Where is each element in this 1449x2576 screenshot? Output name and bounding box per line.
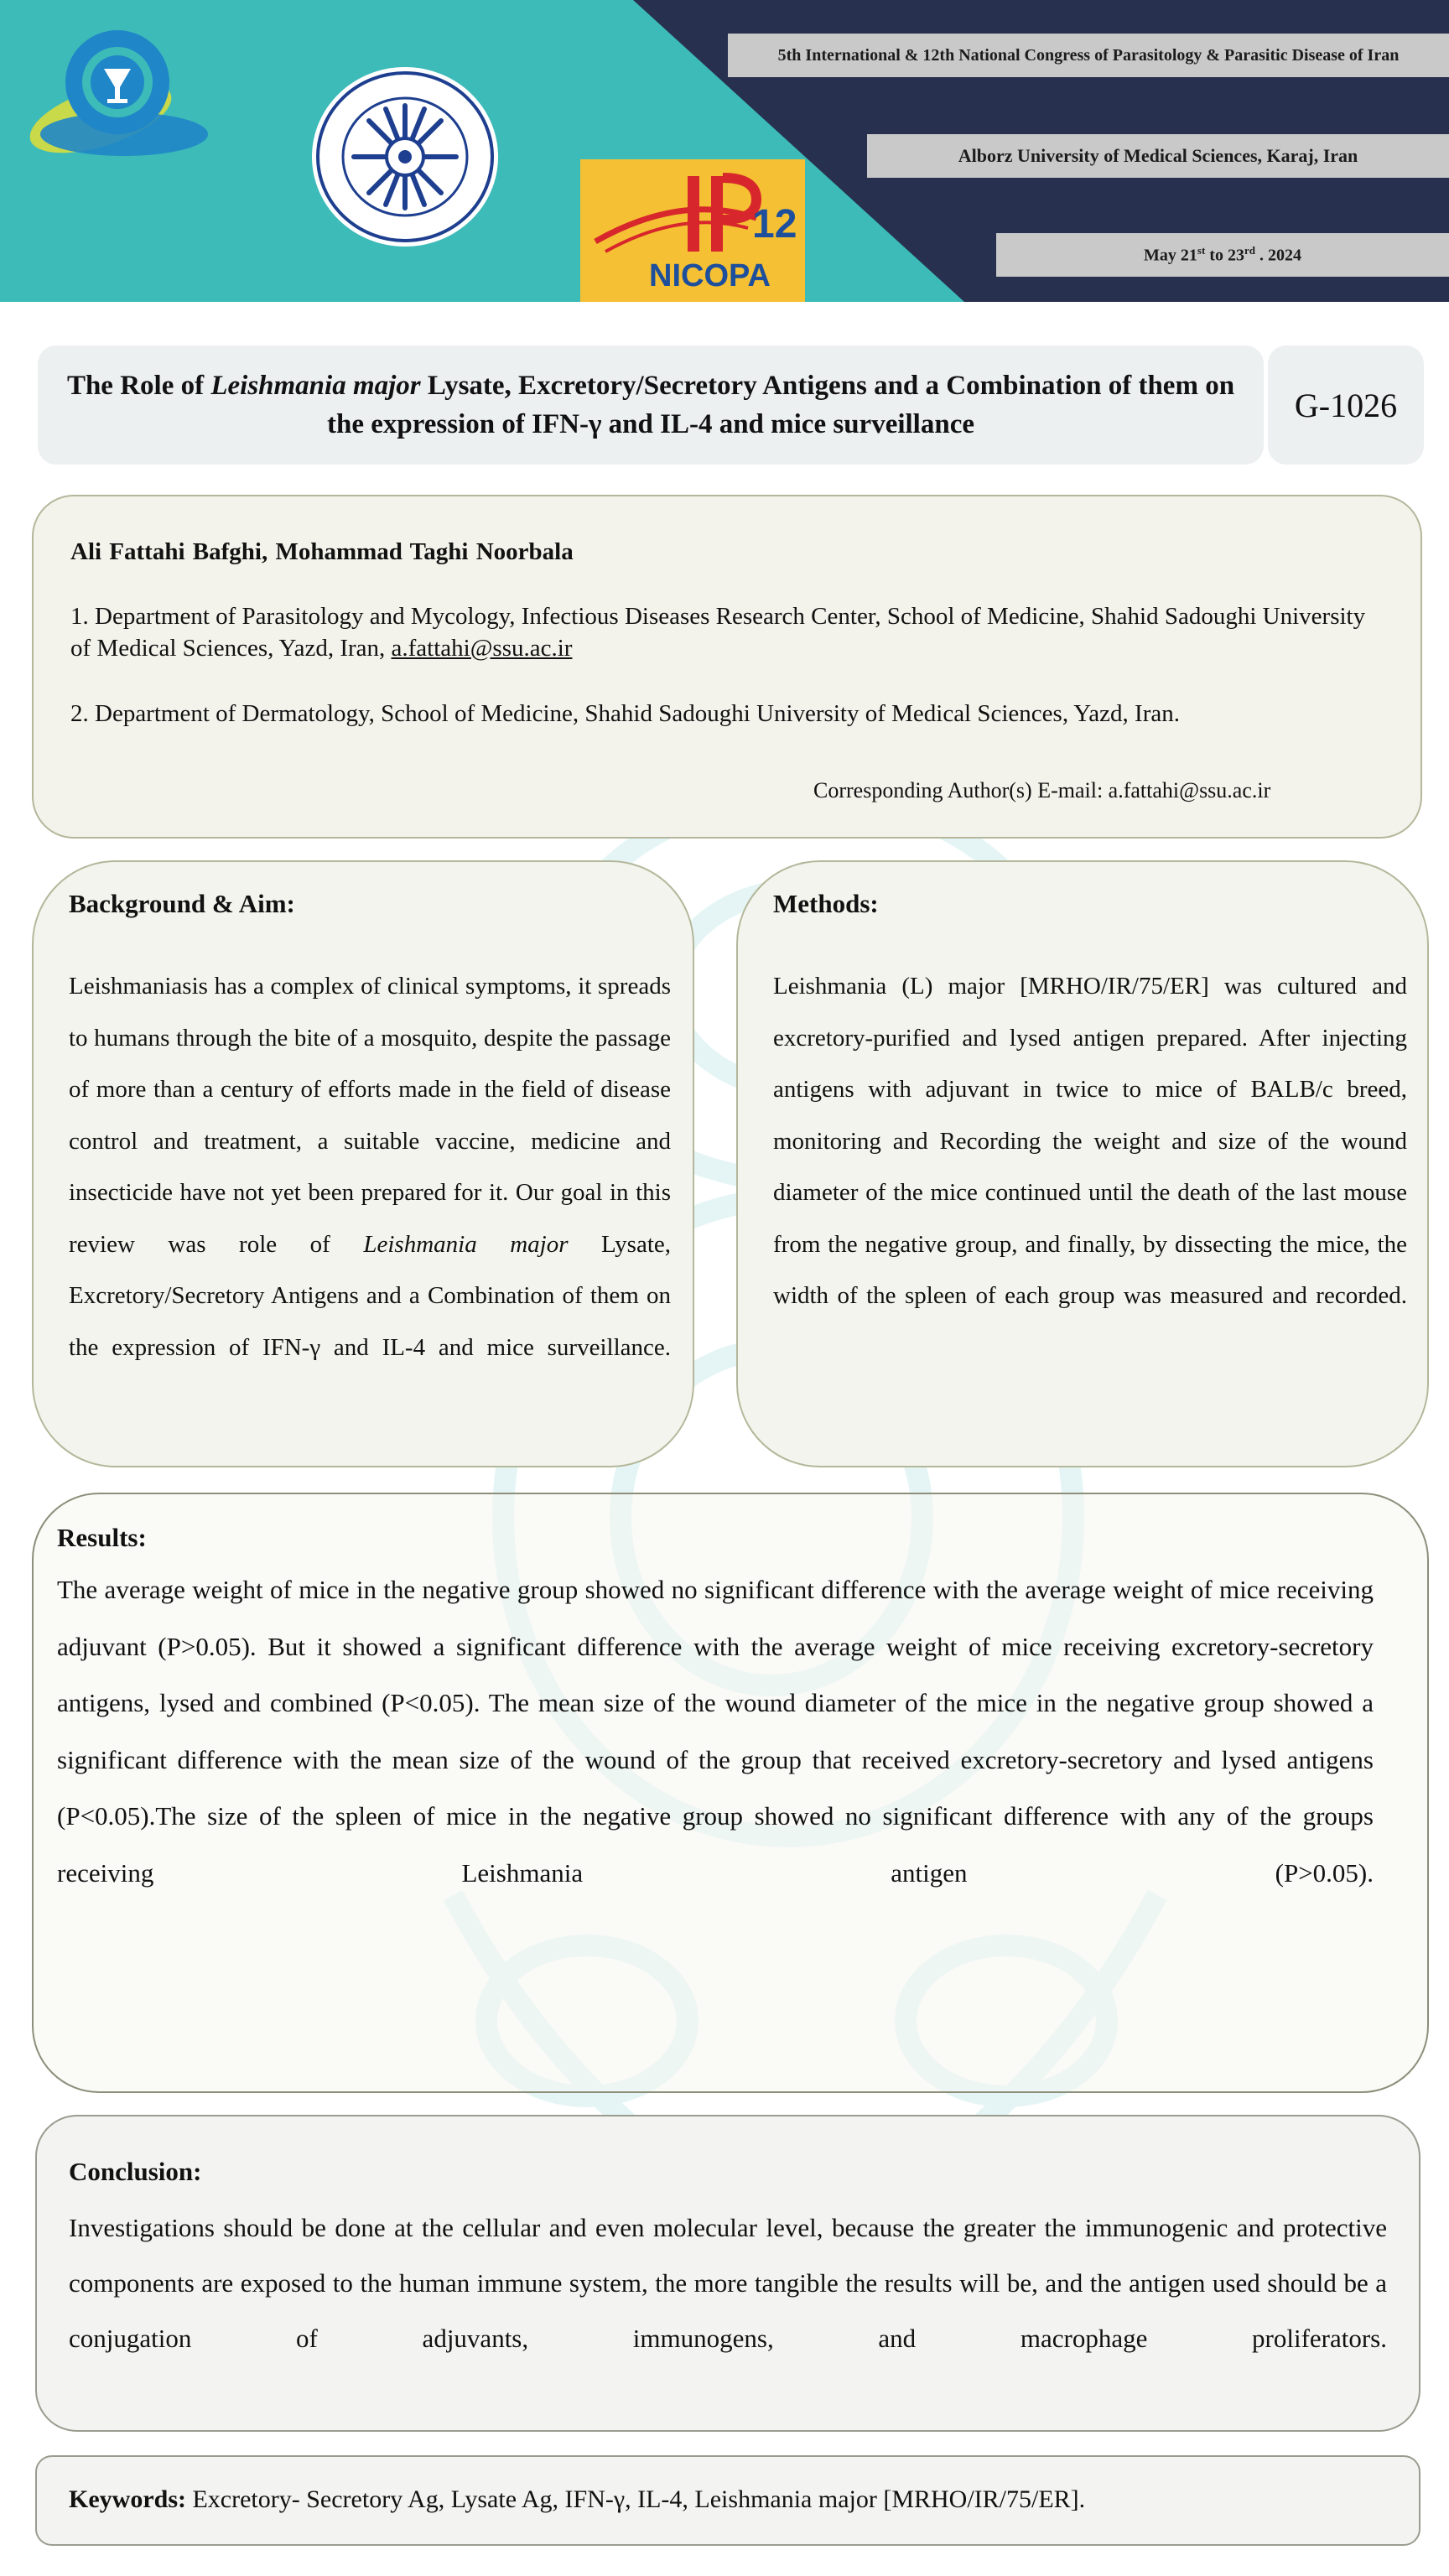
methods-text: Leishmania (L) major [MRHO/IR/75/ER] was cultured and excretory-purified and lysed antigen prepared. After injecting antigens with adjuvant in twice to mice of BALB/c breed, monitoring and Recording the weight and size of the wound diameter of the mice continued until the death of the last mouse from the negative group, and finally, by dissecting the mice, the width of the spleen of each group was measured and recorded. <box>773 973 1407 1309</box>
background-panel <box>32 860 694 1467</box>
keywords-panel <box>35 2455 1420 2546</box>
nicopa-number: 12 <box>752 202 797 247</box>
nicopa-logo-icon <box>580 159 805 302</box>
university-name: Alborz University of Medical Sciences, Karaj, Iran <box>958 145 1358 166</box>
keywords-line <box>69 2485 1085 2514</box>
abstract-code-box <box>1268 345 1424 465</box>
congress-emblem-icon <box>23 17 225 176</box>
author-email-link[interactable]: a.fattahi@ssu.ac.ir <box>391 635 573 662</box>
society-seal-icon <box>310 65 500 248</box>
authors-panel <box>32 495 1422 839</box>
nicopa-wordmark: NICOPA <box>649 258 771 293</box>
conclusion-panel <box>35 2115 1420 2432</box>
date-bar <box>996 233 1449 277</box>
conclusion-text: Investigations should be done at the cellular and even molecular level, because the greater the immunogenic and protective components are exposed to the human immune system, the more tangible the results will be, and the antigen used should be a conjugation of adjuvants, immunogens, and macrophage proliferators. <box>69 2213 1387 2353</box>
university-bar <box>867 134 1449 178</box>
results-panel <box>32 1493 1429 2093</box>
affiliation-1: 1. Department of Parasitology and Mycology, Infectious Diseases Research Center, School of Medicine, Shahid Sadoughi University of Medical Sciences, Yazd, Iran, a.fattahi@ssu.ac.ir <box>70 603 1366 662</box>
congress-date: May 21st to 23rd . 2024 <box>1144 244 1301 265</box>
poster-title: The Role of Leishmania major Lysate, Excretory/Secretory Antigens and a Combination of them on the expression of IFN-γ and IL-4 and mice surveillance <box>66 371 1235 439</box>
keywords-label: Keywords: <box>69 2485 186 2513</box>
methods-panel <box>736 860 1429 1467</box>
congress-name: 5th International & 12th National Congress of Parasitology & Parasitic Disease of Iran <box>777 45 1400 65</box>
results-heading: Results: <box>57 1523 147 1552</box>
corresponding-author: Corresponding Author(s) E-mail: a.fattahi@ssu.ac.ir <box>813 778 1271 802</box>
poster-header <box>0 0 1449 302</box>
abstract-code: G-1026 <box>1294 386 1398 424</box>
congress-name-bar <box>728 34 1449 77</box>
background-text: Leishmaniasis has a complex of clinical symptoms, it spreads to humans through the bite of a mosquito, despite the passage of more than a century of efforts made in the field of disease control and treatment, a suitable vaccine, medicine and insecticide have not yet been prepared for it. Our goal in this review was role of Leishmania major Lysate, Excretory/Secretory Antigens and a Combination of them on the expression of IFN-γ and IL-4 and mice surveillance. <box>69 973 671 1361</box>
methods-heading: Methods: <box>773 889 879 918</box>
title-box <box>38 345 1264 465</box>
results-text: The average weight of mice in the negative group showed no significant difference with the average weight of mice receiving adjuvant (P>0.05). But it showed a significant difference with the average weight of mice receiving excretory-secretory antigens, lysed and combined (P<0.05). The mean size of the wound diameter of the mice in the negative group showed a significant difference with the mean size of the wound of the group that received excretory-secretory and lysed antigens (P<0.05).The size of the spleen of mice in the negative group showed no significant difference with any of the groups receiving Leishmania antigen (P>0.05). <box>57 1575 1374 1888</box>
author-names: Ali Fattahi Bafghi, Mohammad Taghi Noorbala <box>70 538 574 565</box>
keywords-text: Excretory- Secretory Ag, Lysate Ag, IFN-γ, IL-4, Leishmania major [MRHO/IR/75/ER]. <box>185 2485 1086 2513</box>
conclusion-heading: Conclusion: <box>69 2157 202 2186</box>
background-heading: Background & Aim: <box>69 889 295 918</box>
affiliation-2: 2. Department of Dermatology, School of Medicine, Shahid Sadoughi University of Medical Sciences, Yazd, Iran. <box>70 700 1180 727</box>
